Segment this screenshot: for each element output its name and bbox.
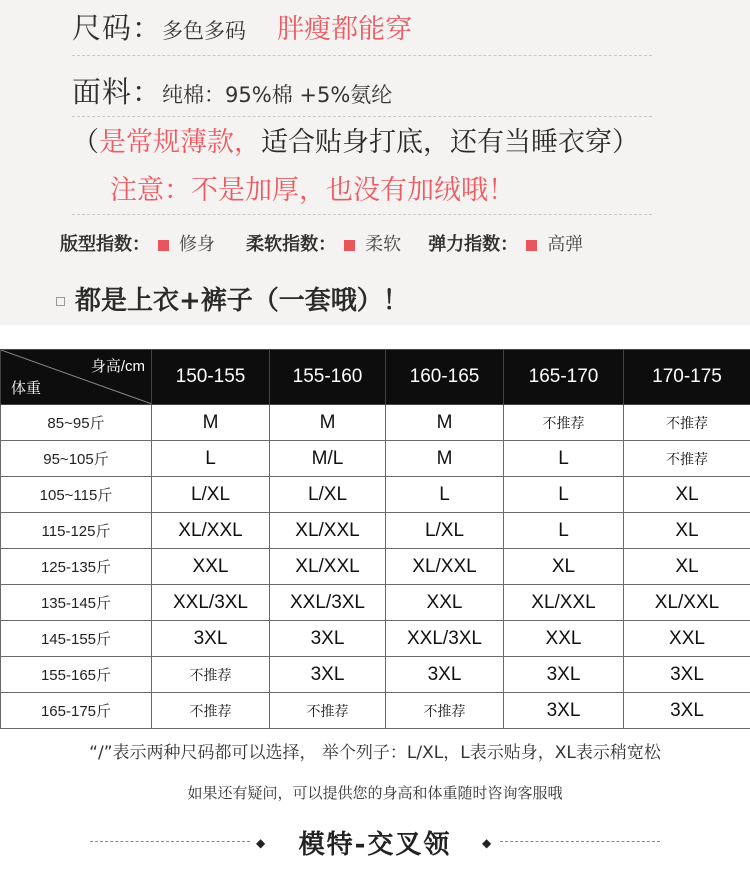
- table-row: [1, 441, 750, 477]
- size-cell: XXL: [152, 549, 270, 585]
- size-cell: 不推荐: [386, 693, 504, 729]
- divider: [72, 116, 652, 117]
- size-cell: 不推荐: [624, 441, 750, 477]
- size-cell: XL/XXL: [270, 549, 386, 585]
- square-icon: [344, 240, 355, 251]
- table-row: [1, 549, 750, 585]
- index-row: [60, 230, 583, 256]
- softness-index-label: 柔软指数：: [246, 234, 337, 255]
- weight-cell: 145-155斤: [1, 621, 152, 657]
- height-column-header: 160-165: [386, 350, 504, 405]
- size-cell: XL/XXL: [624, 585, 750, 621]
- size-cell: 3XL: [624, 657, 750, 693]
- size-cell: XL/XXL: [504, 585, 624, 621]
- weight-axis-label: 体重: [11, 380, 42, 397]
- size-cell: 3XL: [270, 657, 386, 693]
- note-rest: 适合贴身打底，还有当睡衣穿）: [261, 127, 639, 158]
- size-cell: XXL: [504, 621, 624, 657]
- size-cell: L/XL: [152, 477, 270, 513]
- size-cell: XXL/3XL: [386, 621, 504, 657]
- weight-cell: 125-135斤: [1, 549, 152, 585]
- size-cell: XXL: [624, 621, 750, 657]
- size-cell: 3XL: [152, 621, 270, 657]
- size-cell: XXL/3XL: [152, 585, 270, 621]
- diamond-icon: ◆: [482, 836, 492, 850]
- size-cell: XXL: [386, 585, 504, 621]
- size-cell: 3XL: [386, 657, 504, 693]
- weight-cell: 155-165斤: [1, 657, 152, 693]
- divider: [500, 841, 660, 842]
- height-axis-label: 身高/cm: [90, 358, 145, 375]
- size-cell: L: [386, 477, 504, 513]
- weight-cell: 165-175斤: [1, 693, 152, 729]
- size-highlight: 胖瘦都能穿: [277, 14, 413, 45]
- fabric-label: 面料：: [72, 75, 163, 109]
- size-cell: 不推荐: [152, 693, 270, 729]
- square-icon: [158, 240, 169, 251]
- size-cell: L/XL: [270, 477, 386, 513]
- fabric-line: [72, 70, 392, 110]
- table-row: [1, 693, 750, 729]
- size-cell: XL/XXL: [152, 513, 270, 549]
- size-cell: XXL/3XL: [270, 585, 386, 621]
- diamond-icon: ◆: [256, 836, 266, 850]
- size-cell: M: [270, 405, 386, 441]
- table-corner-cell: [1, 350, 152, 405]
- square-outline-icon: [56, 297, 65, 306]
- size-cell: 不推荐: [624, 405, 750, 441]
- size-cell: L/XL: [386, 513, 504, 549]
- size-cell: M: [152, 405, 270, 441]
- size-cell: 不推荐: [504, 405, 624, 441]
- contact-note: 如果还有疑问，可以提供您的身高和体重随时咨询客服哦: [187, 784, 563, 802]
- thin-note: [72, 120, 639, 159]
- size-line: [72, 6, 412, 46]
- size-cell: XL/XXL: [270, 513, 386, 549]
- fit-index-value: 修身: [179, 234, 215, 255]
- divider: [72, 214, 652, 215]
- size-cell: M/L: [270, 441, 386, 477]
- size-cell: 3XL: [504, 693, 624, 729]
- set-note: 都是上衣+裤子（一套哦）！: [75, 286, 409, 316]
- fabric-value: 纯棉：95%棉 +5%氨纶: [162, 83, 393, 107]
- size-cell: L: [504, 513, 624, 549]
- height-column-header: 170-175: [624, 350, 750, 405]
- table-row: [1, 477, 750, 513]
- fit-index-label: 版型指数：: [60, 234, 150, 255]
- size-cell: XL: [624, 477, 750, 513]
- elasticity-index-value: 高弹: [547, 234, 584, 255]
- size-cell: 3XL: [270, 621, 386, 657]
- size-cell: XL: [624, 549, 750, 585]
- note-highlight: 是常规薄款，: [99, 127, 261, 158]
- size-cell: 不推荐: [270, 693, 386, 729]
- height-column-header: 150-155: [152, 350, 270, 405]
- table-row: [1, 513, 750, 549]
- softness-index-value: 柔软: [365, 234, 402, 255]
- size-cell: M: [386, 441, 504, 477]
- note-open: （: [72, 127, 99, 158]
- square-icon: [526, 240, 537, 251]
- size-cell: 3XL: [624, 693, 750, 729]
- height-column-header: 165-170: [504, 350, 624, 405]
- size-cell: L: [152, 441, 270, 477]
- size-cell: L: [504, 477, 624, 513]
- size-cell: 3XL: [504, 657, 624, 693]
- size-cell: L: [504, 441, 624, 477]
- set-note-line: [56, 280, 409, 317]
- table-row: [1, 405, 750, 441]
- size-chart-table: [0, 349, 750, 729]
- table-row: [1, 657, 750, 693]
- elasticity-index-label: 弹力指数：: [428, 234, 519, 255]
- size-cell: XL: [624, 513, 750, 549]
- table-header-row: [1, 350, 750, 405]
- size-cell: XL: [504, 549, 624, 585]
- size-label: 尺码：: [72, 11, 163, 45]
- warning-note: 注意：不是加厚，也没有加绒哦！: [110, 175, 515, 206]
- product-info-panel: [0, 0, 750, 325]
- height-column-header: 155-160: [270, 350, 386, 405]
- size-cell: 不推荐: [152, 657, 270, 693]
- table-row: [1, 621, 750, 657]
- slash-explanation: “/”表示两种尺码都可以选择， 举个列子：L/XL，L表示贴身，XL表示稍宽松: [89, 743, 661, 763]
- divider: [72, 55, 652, 56]
- model-title: 模特-交叉领: [298, 830, 452, 860]
- size-cell: M: [386, 405, 504, 441]
- weight-cell: 85~95斤: [1, 405, 152, 441]
- model-section-heading: [0, 820, 750, 860]
- weight-cell: 135-145斤: [1, 585, 152, 621]
- size-value: 多色多码: [162, 19, 247, 43]
- size-cell: XL/XXL: [386, 549, 504, 585]
- weight-cell: 105~115斤: [1, 477, 152, 513]
- weight-cell: 115-125斤: [1, 513, 152, 549]
- table-row: [1, 585, 750, 621]
- weight-cell: 95~105斤: [1, 441, 152, 477]
